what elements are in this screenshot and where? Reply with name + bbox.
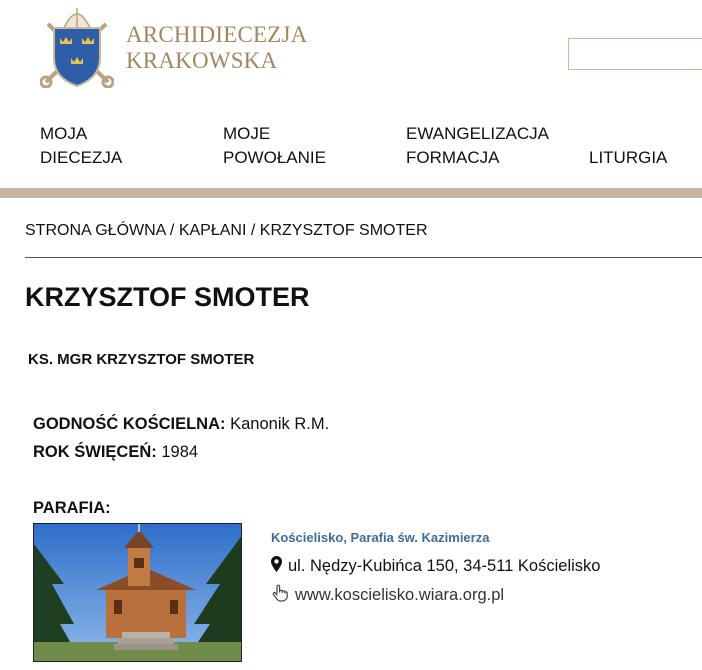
- brand-line-1: ARCHIDIECEZJA: [126, 22, 308, 47]
- breadcrumb-separator: /: [250, 222, 256, 239]
- nav-item-moja-diecezja[interactable]: [40, 122, 122, 170]
- parish-address: [271, 556, 600, 577]
- detail-rank: [33, 415, 329, 434]
- breadcrumb-divider: [25, 257, 702, 258]
- archdiocese-logo[interactable]: [40, 2, 114, 88]
- map-marker-icon: [271, 556, 282, 577]
- search-input[interactable]: [568, 38, 702, 70]
- nav-label-line-1: [589, 122, 667, 146]
- breadcrumb-current: KRZYSZTOF SMOTER: [259, 222, 428, 239]
- breadcrumb-separator: /: [169, 222, 175, 239]
- brand-line-2: KRAKOWSKA: [126, 48, 278, 73]
- parish-website-link[interactable]: [271, 584, 504, 607]
- pointer-hand-icon: [271, 584, 289, 607]
- priest-full-title: KS. MGR KRZYSZTOF SMOTER: [28, 351, 255, 368]
- main-nav: [0, 122, 702, 172]
- nav-label-line-1: MOJE: [223, 124, 271, 143]
- nav-label-line-2: LITURGIA: [589, 148, 668, 167]
- nav-item-moje-powolanie[interactable]: [223, 122, 326, 170]
- year-value: 1984: [161, 443, 199, 461]
- parish-label: PARAFIA:: [33, 499, 111, 517]
- rank-label: GODNOŚĆ KOŚCIELNA:: [33, 415, 226, 433]
- year-label: ROK ŚWIĘCEŃ:: [33, 443, 157, 461]
- breadcrumb-section-link[interactable]: KAPŁANI: [178, 222, 247, 239]
- page-title: KRZYSZTOF SMOTER: [25, 282, 310, 312]
- nav-label-line-2: DIECEZJA: [40, 148, 123, 167]
- detail-ordination-year: [33, 443, 198, 462]
- parish-name-link[interactable]: Kościelisko, Parafia św. Kazimierza: [271, 530, 490, 545]
- breadcrumb-home-link[interactable]: STRONA GŁÓWNA: [25, 222, 166, 239]
- website-text: www.koscielisko.wiara.org.pl: [295, 585, 505, 604]
- nav-label-line-2: POWOŁANIE: [223, 148, 326, 167]
- nav-label-line-1: EWANGELIZACJA: [406, 124, 549, 143]
- nav-label-line-1: MOJA: [40, 124, 88, 143]
- brand-title[interactable]: [126, 22, 307, 74]
- nav-item-ewangelizacja-formacja[interactable]: [406, 122, 549, 170]
- rank-value: Kanonik R.M.: [230, 415, 330, 433]
- header-divider-band: [0, 188, 702, 198]
- nav-label-line-2: FORMACJA: [406, 148, 500, 167]
- parish-church-photo[interactable]: [33, 523, 242, 662]
- breadcrumb: [25, 222, 428, 240]
- address-text: ul. Nędzy-Kubińca 150, 34-511 Kościelisko: [288, 556, 601, 575]
- nav-item-liturgia[interactable]: [589, 122, 667, 170]
